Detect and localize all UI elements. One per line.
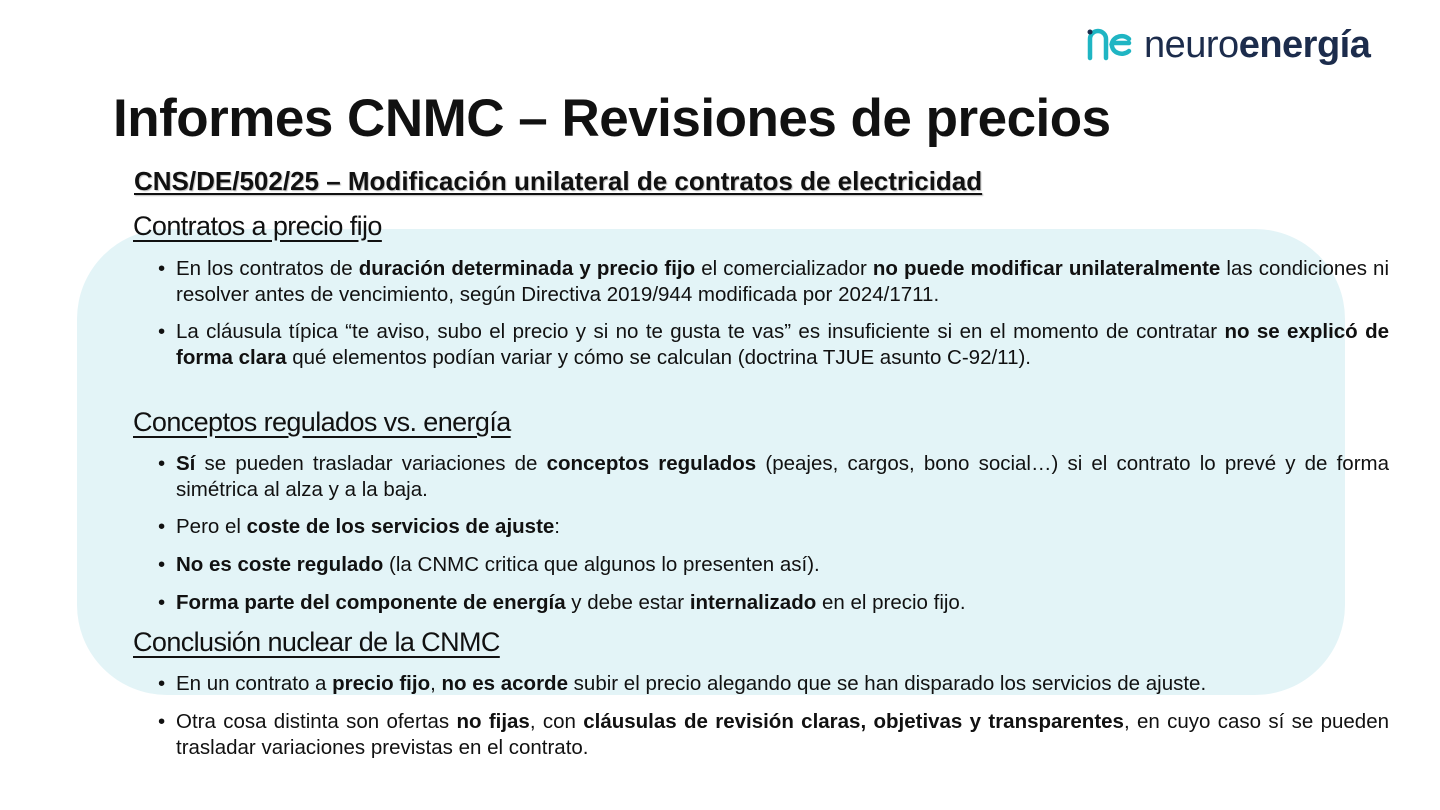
text-run: (la CNMC critica que algunos lo presenten así). <box>383 553 820 576</box>
bold-run: conceptos regulados <box>546 452 757 475</box>
bold-run: precio fijo <box>332 672 431 695</box>
bullet-item <box>158 451 1389 503</box>
text-run: qué elementos podían variar y cómo se calculan (doctrina TJUE asunto C-92/11). <box>286 346 1031 369</box>
bullet-item <box>158 590 1389 616</box>
text-run: se pueden trasladar variaciones de <box>195 452 547 475</box>
text-run: En los contratos de <box>176 257 359 280</box>
text-run: : <box>554 515 560 538</box>
text-run: Otra cosa distinta son ofertas <box>176 710 457 733</box>
bold-run: no se explicó de forma clara <box>176 320 1389 369</box>
bullet-item <box>158 709 1389 761</box>
bullet-list-conclusion <box>158 671 1389 761</box>
logo-text-light: neuro <box>1144 24 1239 66</box>
bullet-item <box>158 319 1389 371</box>
bold-run: no fijas <box>456 710 530 733</box>
bold-run: no puede modificar unilateralmente <box>872 257 1221 280</box>
section-heading-contratos: Contratos a precio fijo <box>133 211 382 241</box>
bold-run: internalizado <box>689 591 817 614</box>
text-run: subir el precio alegando que se han disparado los servicios de ajuste. <box>567 672 1207 695</box>
bullet-item <box>158 256 1389 308</box>
bold-run: no es acorde <box>441 672 568 695</box>
text-run: , <box>430 672 442 695</box>
text-run: las condiciones ni resolver antes de vencimiento, según Directiva 2019/944 modificada por 2024/1711. <box>176 257 1390 306</box>
page-title: Informes CNMC – Revisiones de precios <box>113 89 1111 148</box>
text-run: , con <box>529 710 584 733</box>
text-run: La cláusula típica “te aviso, subo el precio y si no te gusta te vas” es insuficiente si en el momento de contratar <box>176 320 1225 343</box>
logo-text-bold: energía <box>1238 24 1371 66</box>
text-run: En un contrato a <box>176 672 333 695</box>
brand-logo <box>1086 22 1370 68</box>
page-subtitle: CNS/DE/502/25 – Modificación unilateral de contratos de electricidad <box>134 166 983 196</box>
text-run: Pero el <box>176 515 247 538</box>
section-heading-conceptos: Conceptos regulados vs. energía <box>133 407 511 437</box>
text-run: (peajes, cargos, bono social…) si el contrato lo prevé y de forma simétrica al alza y a la baja. <box>176 452 1390 501</box>
bold-run: coste de los servicios de ajuste <box>246 515 555 538</box>
bold-run: Forma parte del componente de energía <box>176 591 566 614</box>
bullet-item <box>158 552 1389 578</box>
bullet-item <box>158 514 1389 540</box>
text-run: en el precio fijo. <box>816 591 966 614</box>
text-run: , en cuyo caso sí se pueden trasladar variaciones previstas en el contrato. <box>176 710 1389 759</box>
bullet-item <box>158 671 1389 697</box>
neuroenergia-logo-icon <box>1086 25 1132 65</box>
bold-run: duración determinada y precio fijo <box>358 257 696 280</box>
bold-run: No es coste regulado <box>176 553 384 576</box>
text-run: el comercializador <box>695 257 873 280</box>
bullet-list-contratos <box>158 256 1389 371</box>
bold-run: Sí <box>176 452 196 475</box>
bold-run: cláusulas de revisión claras, objetivas y transparentes <box>583 710 1124 733</box>
section-heading-conclusion: Conclusión nuclear de la CNMC <box>133 627 500 657</box>
bullet-list-conceptos <box>158 451 1389 616</box>
logo-wordmark <box>1144 25 1370 65</box>
text-run: y debe estar <box>565 591 690 614</box>
